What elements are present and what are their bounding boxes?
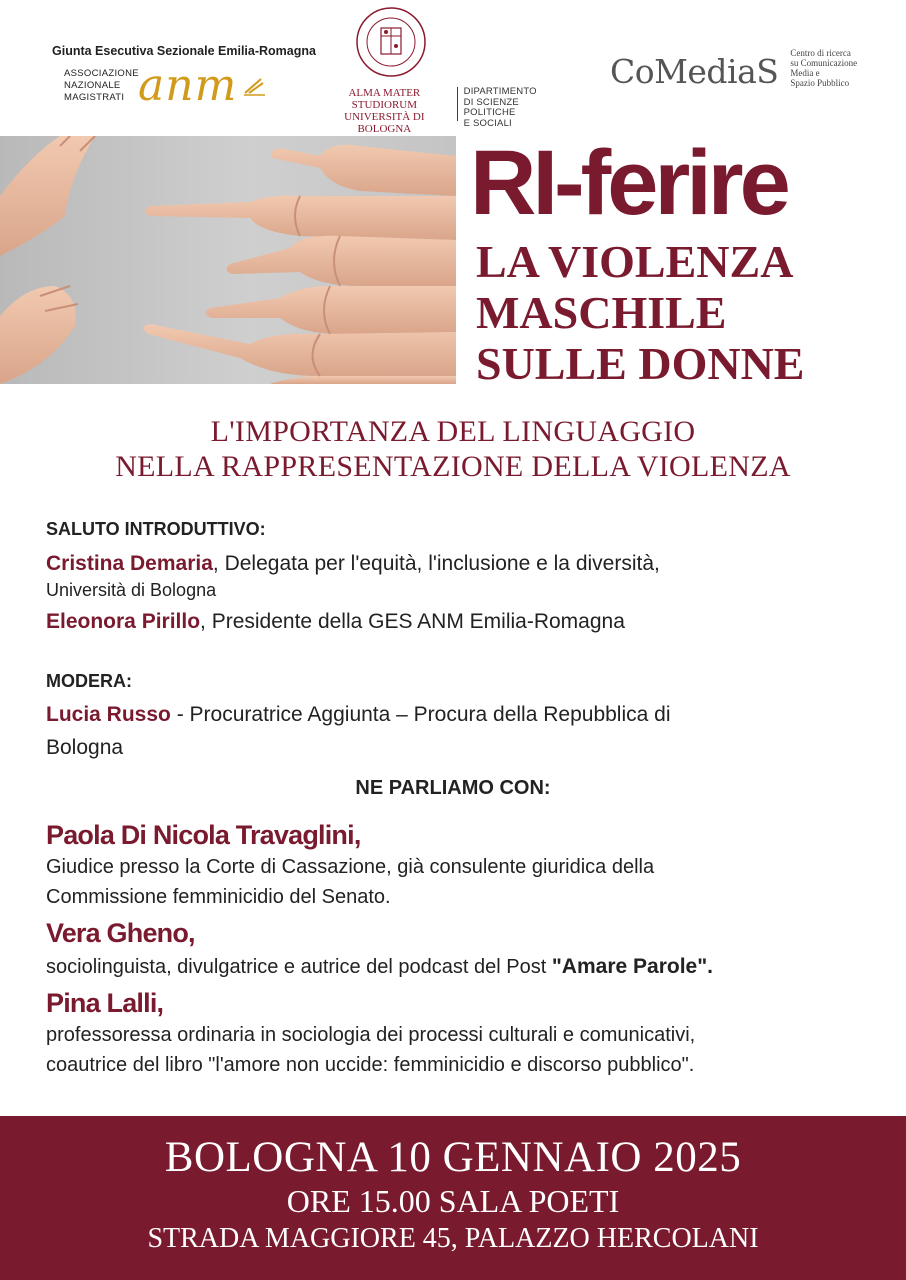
comedias-desc-line: Spazio Pubblico: [790, 78, 850, 88]
event-date: BOLOGNA 10 GENNAIO 2025: [164, 1134, 742, 1181]
moderator: [46, 698, 876, 764]
comedias-desc-line: su Comunicazione: [790, 58, 858, 68]
speaker-desc: Giudice presso la Corte di Cassazione, già consulente giuridica della: [46, 856, 655, 878]
anm-logo-block: [52, 44, 316, 111]
theme-line: NELLA RAPPRESENTAZIONE DELLA VIOLENZA: [115, 450, 791, 483]
speaker-desc: coautrice del libro "l'amore non uccide: femminicidio e discorso pubblico".: [46, 1054, 695, 1076]
assoc-line: ASSOCIAZIONE: [64, 68, 139, 79]
speakers-label: NE PARLIAMO CON:: [355, 777, 551, 799]
dept-line: DIPARTIMENTO: [463, 86, 537, 97]
subtitle-line: MASCHILE: [476, 287, 727, 338]
comedias-desc-line: Centro di ricerca: [790, 48, 851, 58]
speaker-name: Paola Di Nicola Travaglini,: [46, 820, 361, 850]
speaker-desc: [46, 952, 886, 982]
moderator-label: MODERA:: [46, 671, 132, 691]
intro-speaker: [46, 608, 876, 636]
speaker-item: [46, 986, 886, 1080]
speaker-item: [46, 818, 886, 912]
speakers-list: [46, 818, 886, 1080]
moderator-name: Lucia Russo: [46, 703, 171, 726]
anm-logo: [52, 60, 312, 111]
podcast-title: "Amare Parole".: [551, 955, 713, 978]
speaker-desc: professoressa ordinaria in sociologia dei processi culturali e comunicativi,: [46, 1024, 696, 1046]
unibo-logo-block: [318, 6, 568, 135]
intro-label: SALUTO INTRODUTTIVO:: [46, 519, 266, 539]
speaker-role: , Presidente della GES ANM Emilia-Romagna: [200, 610, 625, 633]
alma-line: ALMA MATER STUDIORUM: [348, 87, 421, 111]
scales-icon: [241, 73, 267, 99]
dept-line: E SOCIALI: [463, 117, 512, 129]
pointing-hands-photo: [0, 136, 456, 384]
alma-line: UNIVERSITÀ DI BOLOGNA: [344, 111, 425, 135]
event-title: RI-ferire: [470, 132, 787, 234]
comedias-wordmark: CoMediaS: [610, 52, 779, 91]
department-name: [464, 87, 568, 129]
theme-line: L'IMPORTANZA DEL LINGUAGGIO: [210, 415, 696, 448]
hands-illustration-icon: [0, 136, 456, 384]
dept-line: DI SCIENZE POLITICHE: [463, 96, 519, 118]
speaker-desc-text: sociolinguista, divulgatrice e autrice del podcast del Post: [46, 956, 552, 978]
comedias-desc-line: Media e: [790, 68, 820, 78]
anm-assoc-text: [52, 68, 138, 104]
moderator-role: - Procuratrice Aggiunta – Procura della Repubblica di: [170, 703, 671, 726]
moderator-role-cont: Bologna: [46, 736, 124, 759]
university-seal-icon: [346, 6, 436, 78]
speaker-name: Cristina Demaria: [46, 552, 213, 575]
intro-speaker: [46, 550, 876, 578]
speaker-desc: Commissione femminicidio del Senato.: [46, 886, 391, 908]
speaker-name: Vera Gheno,: [46, 918, 195, 948]
divider: [457, 87, 458, 121]
anm-wordmark: anm: [138, 60, 238, 111]
speaker-name: Pina Lalli,: [46, 988, 164, 1018]
speaker-affiliation: Università di Bologna: [46, 580, 217, 600]
event-theme: [0, 414, 906, 484]
speaker-name: Eleonora Pirillo: [46, 610, 201, 633]
unibo-name: [318, 87, 451, 135]
comedias-logo: [610, 48, 862, 92]
comedias-description: [790, 48, 862, 88]
giunta-label: Giunta Esecutiva Sezionale Emilia-Romagna: [52, 44, 316, 58]
event-subtitle: [476, 236, 804, 389]
event-time-place: ORE 15.00 SALA POETI: [286, 1183, 620, 1219]
program-section: [46, 518, 876, 764]
event-footer: [0, 1116, 906, 1280]
event-address: STRADA MAGGIORE 45, PALAZZO HERCOLANI: [147, 1223, 759, 1254]
subtitle-line: SULLE DONNE: [476, 338, 805, 389]
subtitle-line: LA VIOLENZA: [476, 236, 794, 287]
assoc-line: NAZIONALE: [64, 80, 121, 91]
assoc-line: MAGISTRATI: [64, 92, 125, 103]
speaker-item: [46, 916, 886, 982]
speaker-role: , Delegata per l'equità, l'inclusione e la diversità,: [212, 552, 660, 575]
